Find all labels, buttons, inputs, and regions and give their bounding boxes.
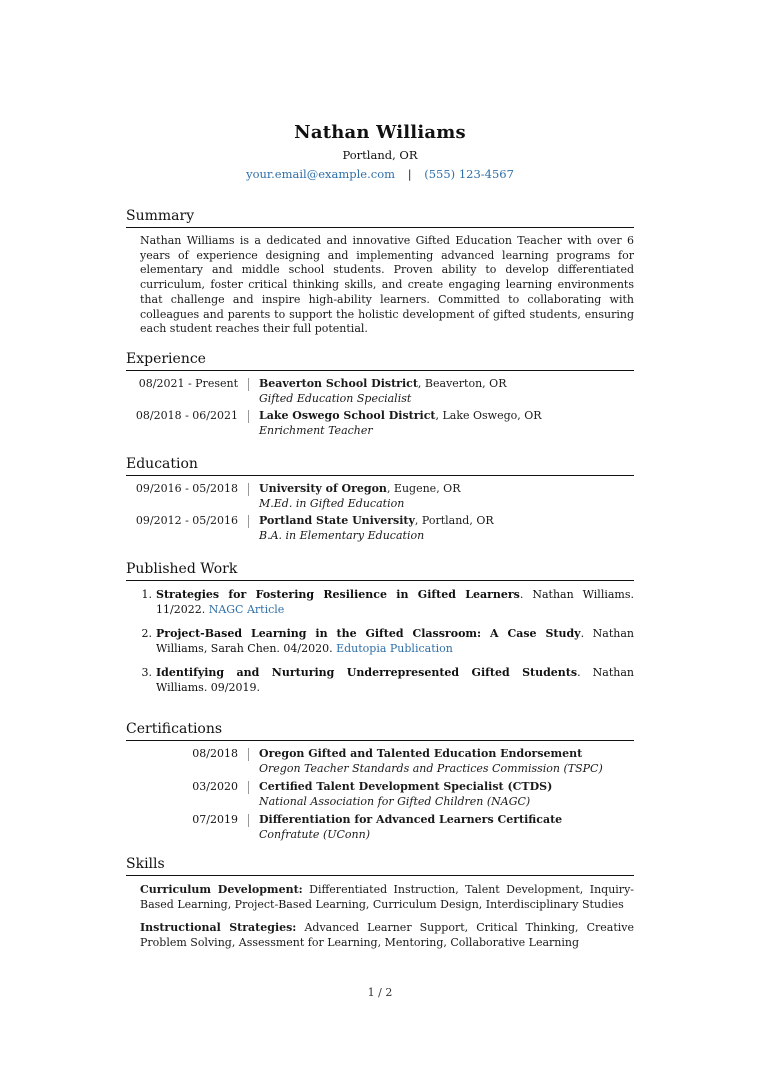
entry-divider	[248, 378, 249, 391]
entry-divider	[248, 814, 249, 827]
job-title: Enrichment Teacher	[259, 423, 373, 437]
certification-entry	[126, 813, 634, 842]
employer-location: , Lake Oswego, OR	[435, 409, 542, 422]
entry-details	[259, 409, 634, 438]
certification-entry	[126, 747, 634, 776]
skill-group	[140, 882, 634, 912]
publication-number: 1.	[141, 588, 152, 601]
certification-name: Certified Talent Development Specialist (CTDS)	[259, 780, 553, 793]
entry-dates: 08/2018 - 06/2021	[135, 409, 238, 422]
section-title-experience: Experience	[126, 351, 206, 367]
certification-entry	[126, 780, 634, 809]
certification-issuer: Confratute (UConn)	[259, 827, 371, 841]
publication-item	[126, 626, 634, 656]
publication-list	[126, 587, 634, 695]
certification-name: Differentiation for Advanced Learners Certificate	[259, 813, 563, 826]
certification-issuer: National Association for Gifted Children (NAGC)	[259, 794, 531, 808]
certification-issuer: Oregon Teacher Standards and Practices Commission (TSPC)	[259, 761, 603, 775]
entry-details	[259, 482, 634, 511]
email-link[interactable]: your.email@example.com	[246, 167, 396, 181]
certification-details	[259, 813, 634, 842]
resume-header	[0, 122, 760, 182]
section-divider	[126, 227, 634, 228]
phone-link[interactable]: (555) 123-4567	[424, 167, 514, 181]
page-number: 1 / 2	[367, 986, 393, 999]
education-entry	[126, 482, 634, 511]
publication-number: 3.	[141, 666, 152, 679]
publication-title: Strategies for Fostering Resilience in Gifted Learners	[156, 588, 520, 601]
section-divider	[126, 740, 634, 741]
publication-item	[126, 665, 634, 695]
skill-group	[140, 920, 634, 950]
school-name: University of Oregon	[259, 482, 387, 495]
school-location: , Portland, OR	[414, 514, 494, 527]
certification-details	[259, 747, 634, 776]
certifications-section	[126, 721, 634, 842]
publication-link[interactable]: Edutopia Publication	[336, 642, 453, 655]
entry-dates: 09/2012 - 05/2016	[135, 514, 238, 527]
skill-group-list: Differentiated Instruction, Talent Development, Inquiry-Based Learning, Project-Based Learning, Curriculum Design, Interdisciplinary Studies	[140, 883, 635, 911]
publication-text	[156, 587, 634, 617]
experience-section	[126, 351, 634, 438]
certification-date: 08/2018	[192, 747, 238, 760]
candidate-location: Portland, OR	[342, 148, 418, 162]
candidate-name: Nathan Williams	[294, 122, 466, 143]
skill-group-list: Advanced Learner Support, Critical Thinking, Creative Problem Solving, Assessment for Learning, Mentoring, Collaborative Learning	[140, 921, 634, 949]
publication-link[interactable]: NAGC Article	[208, 603, 285, 616]
entry-details	[259, 514, 634, 543]
publication-details: . Nathan Williams, Sarah Chen. 04/2020.	[156, 627, 634, 655]
skills-section	[126, 856, 634, 950]
education-section	[126, 456, 634, 543]
certification-name: Oregon Gifted and Talented Education Endorsement	[259, 747, 583, 760]
entry-divider	[248, 515, 249, 528]
section-title-education: Education	[126, 456, 198, 472]
publication-number: 2.	[141, 627, 152, 640]
employer-location: , Beaverton, OR	[417, 377, 507, 390]
entry-dates: 08/2021 - Present	[138, 377, 238, 390]
entry-details	[259, 377, 634, 406]
summary-text: Nathan Williams is a dedicated and innovative Gifted Education Teacher with over 6 years of experience designing and implementing advanced learning programs for elementary and middle school students. Proven ability to develop differentiated curriculum, foster critical thinking skills, and create engaging learning environments that challenge and inspire high-ability learners. Committed to collaborating with colleagues and parents to support the holistic development of gifted students, ensuring each student reaches their full potential.	[140, 234, 634, 336]
publication-text	[156, 665, 634, 695]
entry-divider	[248, 483, 249, 496]
publication-title: Project-Based Learning in the Gifted Classroom: A Case Study	[156, 627, 581, 640]
entry-divider	[248, 410, 249, 423]
summary-section	[126, 208, 634, 337]
publication-item	[126, 587, 634, 617]
contact-separator: |	[407, 167, 412, 181]
section-title-certifications: Certifications	[126, 721, 223, 737]
education-entry	[126, 514, 634, 543]
entry-dates: 09/2016 - 05/2018	[135, 482, 238, 495]
entry-divider	[248, 781, 249, 794]
experience-entry	[126, 377, 634, 406]
section-divider	[126, 580, 634, 581]
certification-details	[259, 780, 634, 809]
employer-name: Lake Oswego School District	[259, 409, 436, 422]
certification-date: 03/2020	[192, 780, 238, 793]
publication-title: Identifying and Nurturing Underrepresented Gifted Students	[156, 666, 578, 679]
employer-name: Beaverton School District	[259, 377, 418, 390]
section-title-summary: Summary	[126, 208, 195, 224]
contact-line	[0, 167, 760, 182]
section-divider	[126, 475, 634, 476]
published-work-section	[126, 561, 634, 704]
experience-entry	[126, 409, 634, 438]
entry-divider	[248, 748, 249, 761]
publication-details: . Nathan Williams. 11/2022.	[156, 588, 634, 616]
school-location: , Eugene, OR	[386, 482, 461, 495]
degree: B.A. in Elementary Education	[259, 528, 425, 542]
section-title-skills: Skills	[126, 856, 165, 872]
publication-details: . Nathan Williams. 09/2019.	[156, 666, 634, 694]
section-divider	[126, 875, 634, 876]
skill-group-label: Curriculum Development:	[140, 883, 303, 896]
skill-group-label: Instructional Strategies:	[140, 921, 297, 934]
publication-text	[156, 626, 634, 656]
degree: M.Ed. in Gifted Education	[259, 496, 405, 510]
section-divider	[126, 370, 634, 371]
school-name: Portland State University	[259, 514, 415, 527]
job-title: Gifted Education Specialist	[259, 391, 412, 405]
section-title-published-work: Published Work	[126, 561, 238, 577]
certification-date: 07/2019	[192, 813, 238, 826]
